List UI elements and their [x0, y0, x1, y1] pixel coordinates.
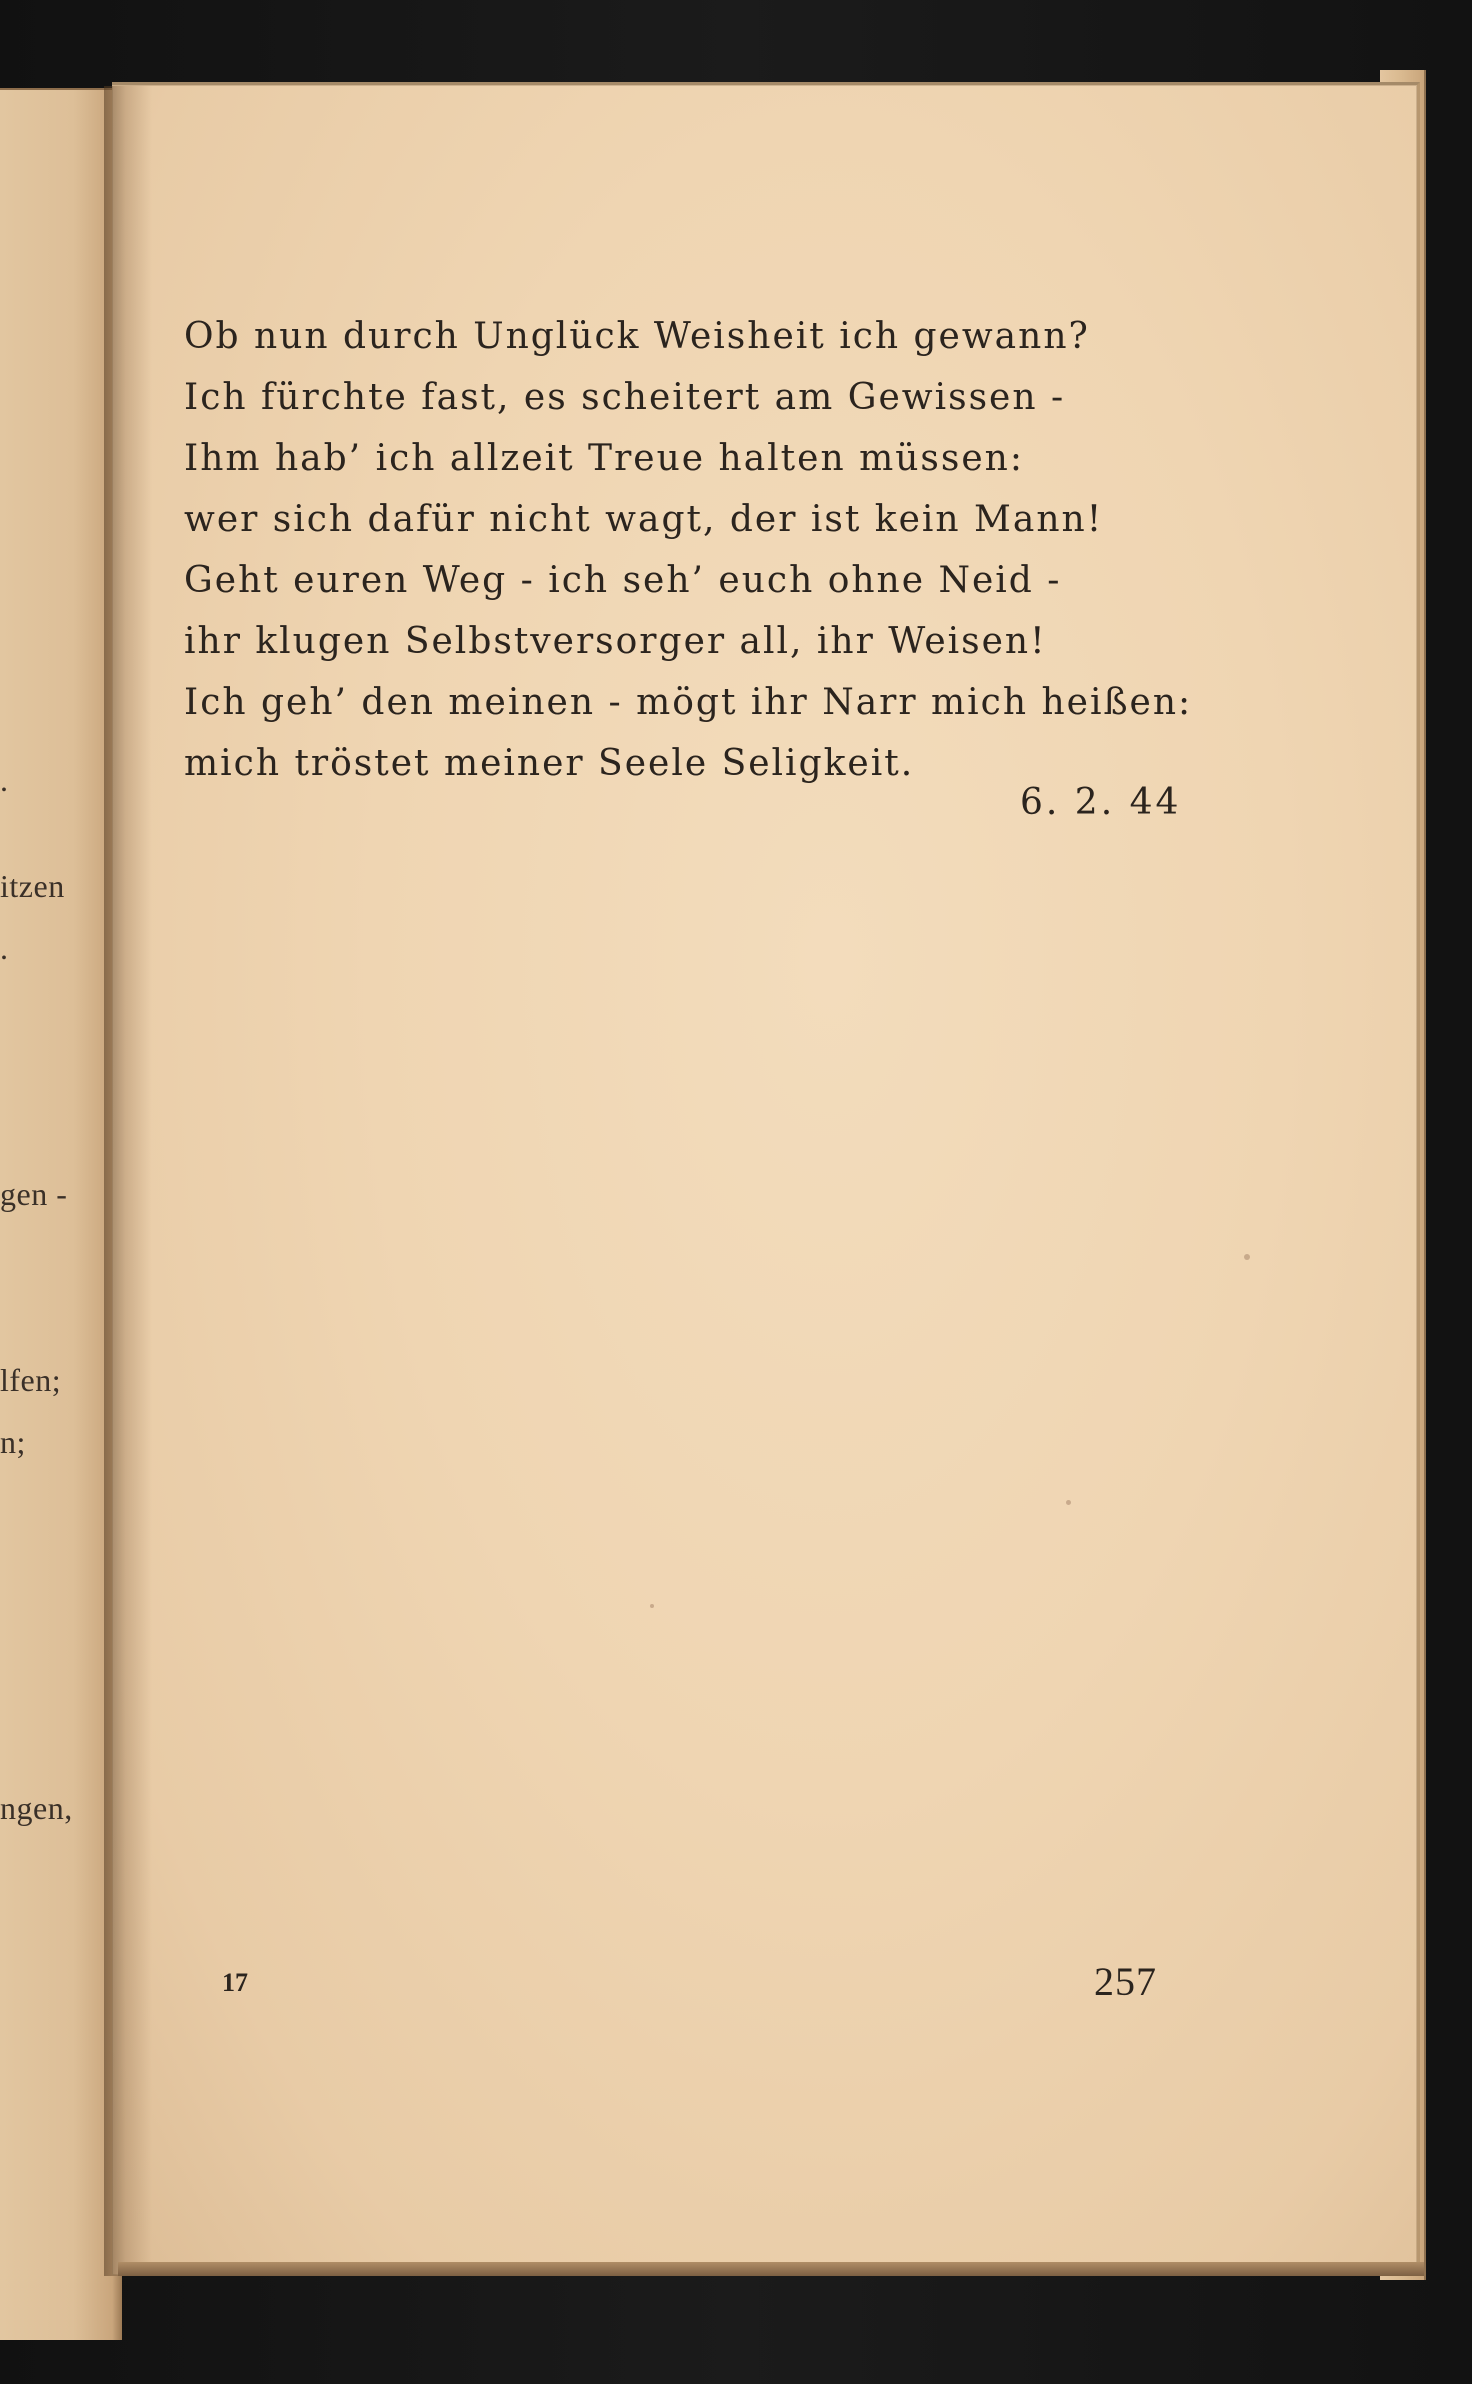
- page-number: 257: [1094, 1959, 1157, 2004]
- left-page-fragment: gen -: [0, 1176, 68, 1212]
- paper-speck: [1244, 1254, 1250, 1260]
- poem-line: Ob nun durch Unglück Weisheit ich gewann?: [184, 316, 1090, 357]
- left-page-fragment: .: [0, 762, 9, 798]
- left-page-fragment: .: [0, 930, 9, 966]
- poem-stanza: [184, 306, 1192, 794]
- left-page-fragment: n;: [0, 1424, 26, 1460]
- left-page-fragment: lfen;: [0, 1362, 62, 1398]
- signature-mark: 17: [222, 1968, 248, 1997]
- page-bottom-edge: [118, 2262, 1424, 2276]
- poem-line: Ihm hab’ ich allzeit Treue halten müssen:: [184, 438, 1024, 479]
- poem-line: Ich geh’ den meinen - mögt ihr Narr mich heißen:: [184, 682, 1193, 723]
- poem-line: Ich fürchte fast, es scheitert am Gewissen -: [184, 377, 1066, 418]
- poem-line: wer sich dafür nicht wagt, der ist kein Mann!: [184, 499, 1104, 540]
- left-page-fragment: ngen,: [0, 1790, 73, 1826]
- left-page-fragment: itzen: [0, 868, 65, 904]
- poem-line: Geht euren Weg - ich seh’ euch ohne Neid -: [184, 560, 1062, 601]
- poem-line: ihr klugen Selbstversorger all, ihr Weisen!: [184, 621, 1047, 662]
- poem-date: 6. 2. 44: [1020, 782, 1182, 823]
- poem-line: mich tröstet meiner Seele Seligkeit.: [184, 743, 915, 784]
- paper-speck: [1066, 1500, 1071, 1505]
- paper-speck: [650, 1604, 654, 1608]
- gutter-shadow: [104, 86, 152, 2276]
